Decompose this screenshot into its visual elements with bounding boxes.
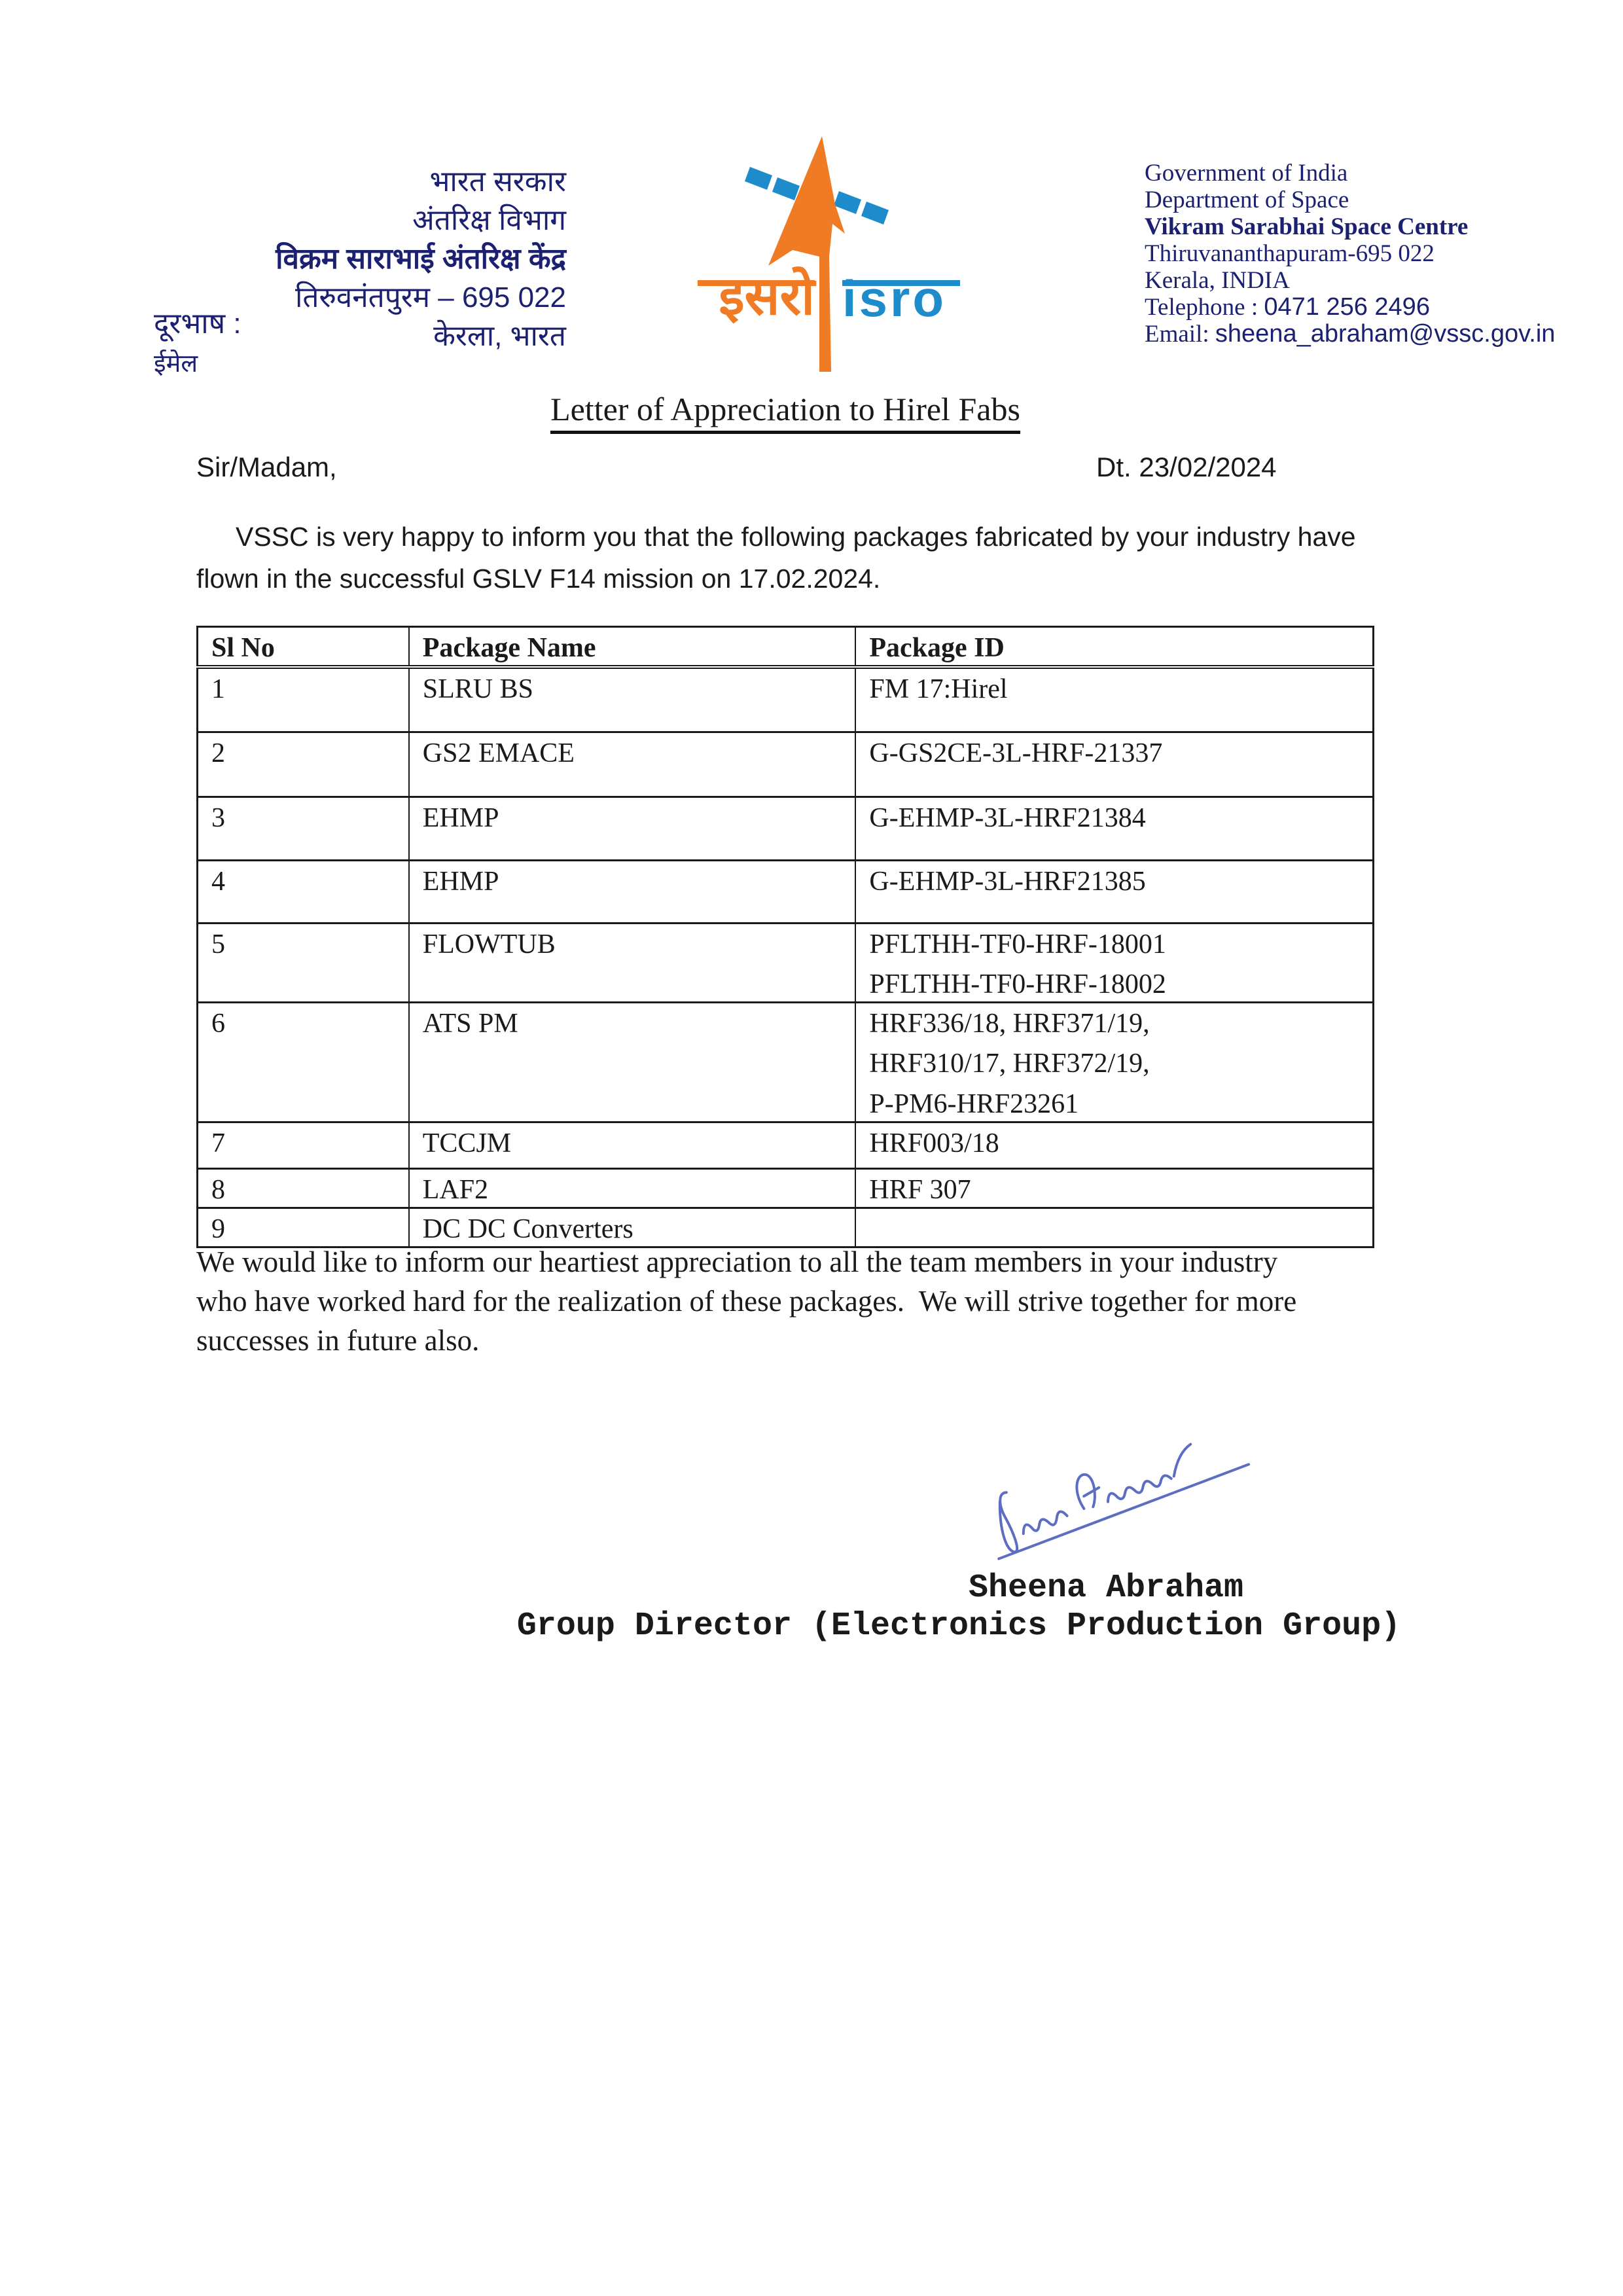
closing-line-3: successes in future also. — [196, 1324, 480, 1357]
eng-city-line: Thiruvananthapuram-695 022 — [1145, 240, 1435, 267]
cell-name: SLRU BS — [409, 667, 856, 732]
signatory-name: Sheena Abraham — [968, 1570, 1244, 1607]
eng-govt-line: Government of India — [1145, 160, 1348, 187]
table-row — [198, 732, 1374, 797]
table-header-row — [198, 627, 1374, 668]
intro-paragraph — [196, 516, 1427, 600]
hindi-dept-line: अंतरिक्ष विभाग — [412, 204, 566, 236]
hindi-city-line: तिरुवनंतपुरम – 695 022 — [294, 281, 566, 314]
table-row — [198, 1168, 1374, 1208]
cell-sl: 3 — [198, 797, 409, 860]
email-label: Email: — [1145, 321, 1215, 348]
closing-line-1: We would like to inform our heartiest appreciation to all the team members in your industry — [196, 1246, 1278, 1278]
eng-dept-line: Department of Space — [1145, 187, 1349, 213]
telephone-value: 0471 256 2496 — [1264, 293, 1430, 321]
table-row — [198, 667, 1374, 732]
cell-id: PFLTHH-TF0-HRF-18001 PFLTHH-TF0-HRF-18002 — [855, 923, 1373, 1002]
letterhead-english-block — [1145, 160, 1555, 348]
cell-sl: 4 — [198, 860, 409, 923]
table-row — [198, 860, 1374, 923]
hindi-govt-line: भारत सरकार — [429, 166, 566, 198]
telephone-label: Telephone : — [1145, 294, 1264, 321]
table-row — [198, 923, 1374, 1002]
cell-name: FLOWTUB — [409, 923, 856, 1002]
cell-id: G-EHMP-3L-HRF21385 — [855, 860, 1373, 923]
cell-name: ATS PM — [409, 1003, 856, 1122]
intro-line-2: flown in the successful GSLV F14 mission on 17.02.2024. — [196, 564, 881, 594]
table-row — [198, 1208, 1374, 1247]
intro-line-1: VSSC is very happy to inform you that the following packages fabricated by your industry have — [236, 522, 1356, 552]
hindi-telephone-label: दूरभाष : — [154, 308, 241, 340]
cell-id: G-EHMP-3L-HRF21384 — [855, 797, 1373, 860]
logo-devanagari-wordmark: इसरो — [719, 267, 815, 325]
cell-sl: 2 — [198, 732, 409, 797]
eng-centre-line: Vikram Sarabhai Space Centre — [1145, 213, 1469, 240]
eng-email-line — [1145, 321, 1555, 348]
header-package-id: Package ID — [855, 627, 1373, 668]
cell-sl: 5 — [198, 923, 409, 1002]
table-row — [198, 797, 1374, 860]
table-row — [198, 1122, 1374, 1168]
letter-title: Letter of Appreciation to Hirel Fabs — [550, 390, 1020, 434]
signatory-role: Group Director (Electronics Production Group) — [516, 1607, 1401, 1645]
rocket-icon — [768, 136, 845, 372]
hindi-clipped-text-fragment: ईमेल — [154, 350, 198, 378]
cell-sl: 9 — [198, 1208, 409, 1247]
closing-line-2: who have worked hard for the realization of these packages. We will strive together for more — [196, 1285, 1297, 1318]
cell-name: LAF2 — [409, 1168, 856, 1208]
salutation: Sir/Madam, — [196, 452, 337, 482]
cell-sl: 7 — [198, 1122, 409, 1168]
cell-id: FM 17:Hirel — [855, 667, 1373, 732]
cell-sl: 1 — [198, 667, 409, 732]
logo-latin-wordmark: isro — [842, 270, 947, 327]
eng-telephone-line — [1145, 294, 1555, 321]
cell-name: TCCJM — [409, 1122, 856, 1168]
header-package-name: Package Name — [409, 627, 856, 668]
cell-name: GS2 EMACE — [409, 732, 856, 797]
cell-id: HRF 307 — [855, 1168, 1373, 1208]
cell-name: EHMP — [409, 797, 856, 860]
title-wrap — [196, 390, 1374, 434]
hindi-state-line: केरला, भारत — [433, 320, 566, 352]
isro-logo — [694, 131, 969, 380]
letter-date: Dt. 23/02/2024 — [1096, 452, 1277, 482]
cell-id: G-GS2CE-3L-HRF-21337 — [855, 732, 1373, 797]
closing-paragraph — [196, 1242, 1472, 1360]
cell-name: EHMP — [409, 860, 856, 923]
table-row — [198, 1003, 1374, 1122]
cell-name: DC DC Converters — [409, 1208, 856, 1247]
hindi-centre-line: विक्रम साराभाई अंतरिक्ष केंद्र — [276, 243, 566, 275]
cell-id — [855, 1208, 1373, 1247]
eng-state-line: Kerala, INDIA — [1145, 267, 1290, 294]
email-value: sheena_abraham@vssc.gov.in — [1215, 320, 1556, 348]
signature-image — [962, 1417, 1270, 1535]
header-sl-no: Sl No — [198, 627, 409, 668]
cell-id: HRF003/18 — [855, 1122, 1373, 1168]
cell-sl: 6 — [198, 1003, 409, 1122]
cell-id: HRF336/18, HRF371/19, HRF310/17, HRF372/19, P-PM6-HRF23261 — [855, 1003, 1373, 1122]
packages-table — [196, 626, 1374, 1248]
cell-sl: 8 — [198, 1168, 409, 1208]
